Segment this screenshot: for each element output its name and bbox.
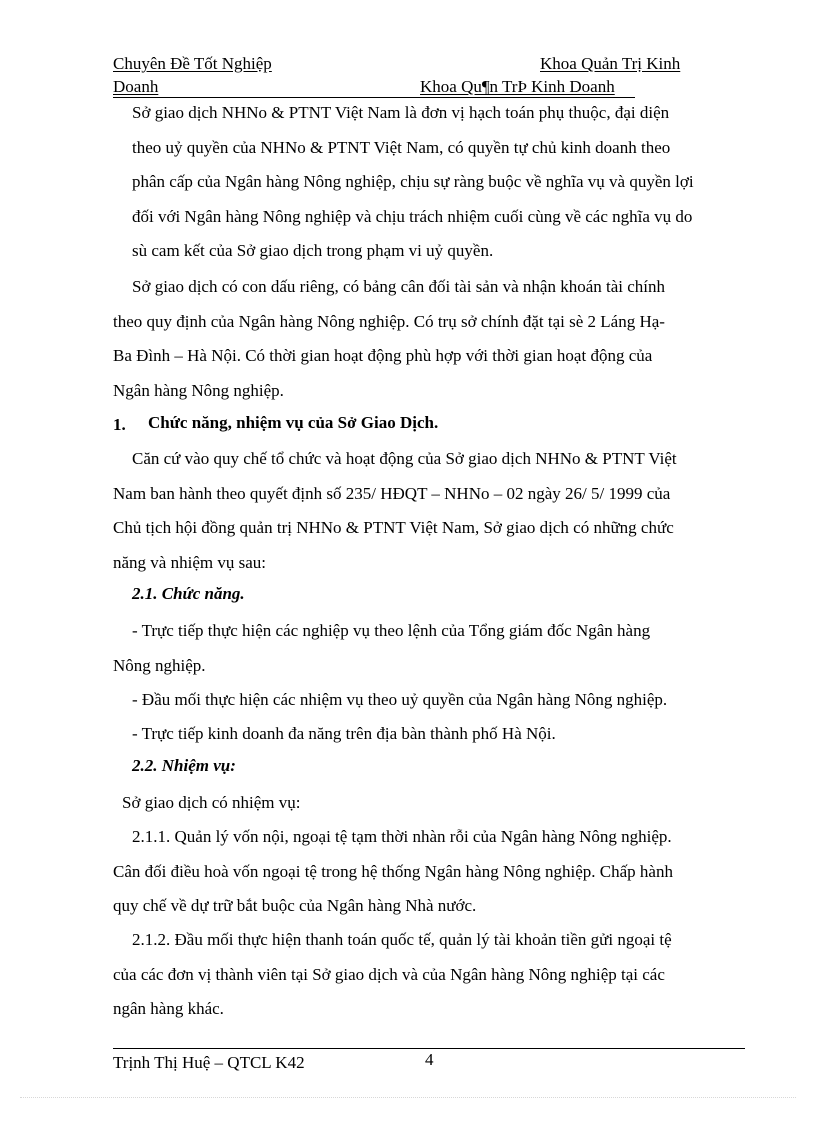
paragraph-3-line: Chủ tịch hội đồng quản trị NHNo & PTNT Việt Nam, Sở giao dịch có những chức bbox=[113, 518, 674, 537]
paragraph-2-line: Ngân hàng Nông nghiệp. bbox=[113, 380, 284, 400]
header-line2-right: Khoa Qu¶n TrÞ Kinh Doanh bbox=[420, 77, 615, 96]
function-item-3: - Trực tiếp kinh doanh đa năng trên địa bàn thành phố Hà Nội. bbox=[132, 724, 556, 743]
footer-author: Trịnh Thị Huệ – QTCL K42 bbox=[113, 1053, 305, 1072]
paragraph-3 bbox=[113, 442, 741, 580]
section-1-title: Chức năng, nhiệm vụ của Sở Giao Dịch. bbox=[148, 413, 439, 432]
paragraph-1-line: theo uỷ quyền của NHNo & PTNT Việt Nam, có quyền tự chủ kinh doanh theo bbox=[132, 137, 671, 157]
footer-rule bbox=[113, 1048, 745, 1049]
section-1-number: 1. bbox=[113, 415, 126, 434]
function-item-1 bbox=[113, 614, 741, 683]
duty-line: của các đơn vị thành viên tại Sở giao dịch và của Ngân hàng Nông nghiệp tại các bbox=[113, 964, 665, 984]
paragraph-2-line: theo quy định của Ngân hàng Nông nghiệp. Có trụ sở chính đặt tại sè 2 Láng Hạ- bbox=[113, 311, 665, 331]
duties-intro: Sở giao dịch có nhiệm vụ: bbox=[122, 793, 301, 812]
duty-line: Cân đối điều hoà vốn ngoại tệ trong hệ thống Ngân hàng Nông nghiệp. Chấp hành bbox=[113, 861, 673, 881]
header-line2-left: Doanh bbox=[113, 77, 159, 96]
subsection-2-1-title: 2.1. Chức năng. bbox=[132, 584, 245, 603]
duty-line: ngân hàng khác. bbox=[113, 999, 224, 1018]
subsection-2-2-title: 2.2. Nhiệm vụ: bbox=[132, 756, 236, 775]
paragraph-2 bbox=[113, 270, 741, 408]
paragraph-1 bbox=[113, 96, 741, 269]
paragraph-2-line: Sở giao dịch có con dấu riêng, có bảng cân đối tài sản và nhận khoán tài chính bbox=[132, 277, 666, 296]
duty-2-1-2 bbox=[113, 923, 741, 1027]
page-number: 4 bbox=[425, 1050, 434, 1069]
paragraph-3-line: năng và nhiệm vụ sau: bbox=[113, 552, 266, 572]
duty-line: 2.1.2. Đầu mối thực hiện thanh toán quốc tế, quản lý tài khoản tiền gửi ngoại tệ bbox=[132, 930, 672, 949]
duty-line: 2.1.1. Quản lý vốn nội, ngoại tệ tạm thời nhàn rỗi của Ngân hàng Nông nghiệp. bbox=[132, 827, 672, 846]
paragraph-3-line: Căn cứ vào quy chế tổ chức và hoạt động của Sở giao dịch NHNo & PTNT Việt bbox=[132, 449, 677, 468]
paragraph-2-line: Ba Đình – Hà Nội. Có thời gian hoạt động phù hợp với thời gian hoạt động của bbox=[113, 346, 653, 365]
paragraph-1-line: sù cam kết của Sở giao dịch trong phạm vi uỷ quyền. bbox=[132, 241, 494, 260]
header-left: Chuyên Đề Tốt Nghiệp bbox=[113, 54, 272, 73]
paragraph-3-line: Nam ban hành theo quyết định số 235/ HĐQT – NHNo – 02 ngày 26/ 5/ 1999 của bbox=[113, 483, 671, 503]
header-right: Khoa Quản Trị Kinh bbox=[540, 54, 681, 73]
duty-2-1-1 bbox=[113, 820, 741, 924]
function-item-line: Nông nghiệp. bbox=[113, 655, 206, 675]
duty-line: quy chế về dự trữ bắt buộc của Ngân hàng Nhà nước. bbox=[113, 896, 477, 915]
function-item-2: - Đầu mối thực hiện các nhiệm vụ theo uỷ quyền của Ngân hàng Nông nghiệp. bbox=[132, 690, 668, 709]
paragraph-1-line: đối với Ngân hàng Nông nghiệp và chịu trách nhiệm cuối cùng về các nghĩa vụ do bbox=[132, 206, 693, 226]
function-item-line: - Trực tiếp thực hiện các nghiệp vụ theo lệnh của Tổng giám đốc Ngân hàng bbox=[132, 621, 651, 640]
page-edge-dotted-line bbox=[20, 1097, 796, 1098]
paragraph-1-line: phân cấp của Ngân hàng Nông nghiệp, chịu sự ràng buộc về nghĩa vụ và quyền lợi bbox=[132, 172, 694, 191]
paragraph-1-line: Sở giao dịch NHNo & PTNT Việt Nam là đơn vị hạch toán phụ thuộc, đại diện bbox=[132, 103, 670, 122]
